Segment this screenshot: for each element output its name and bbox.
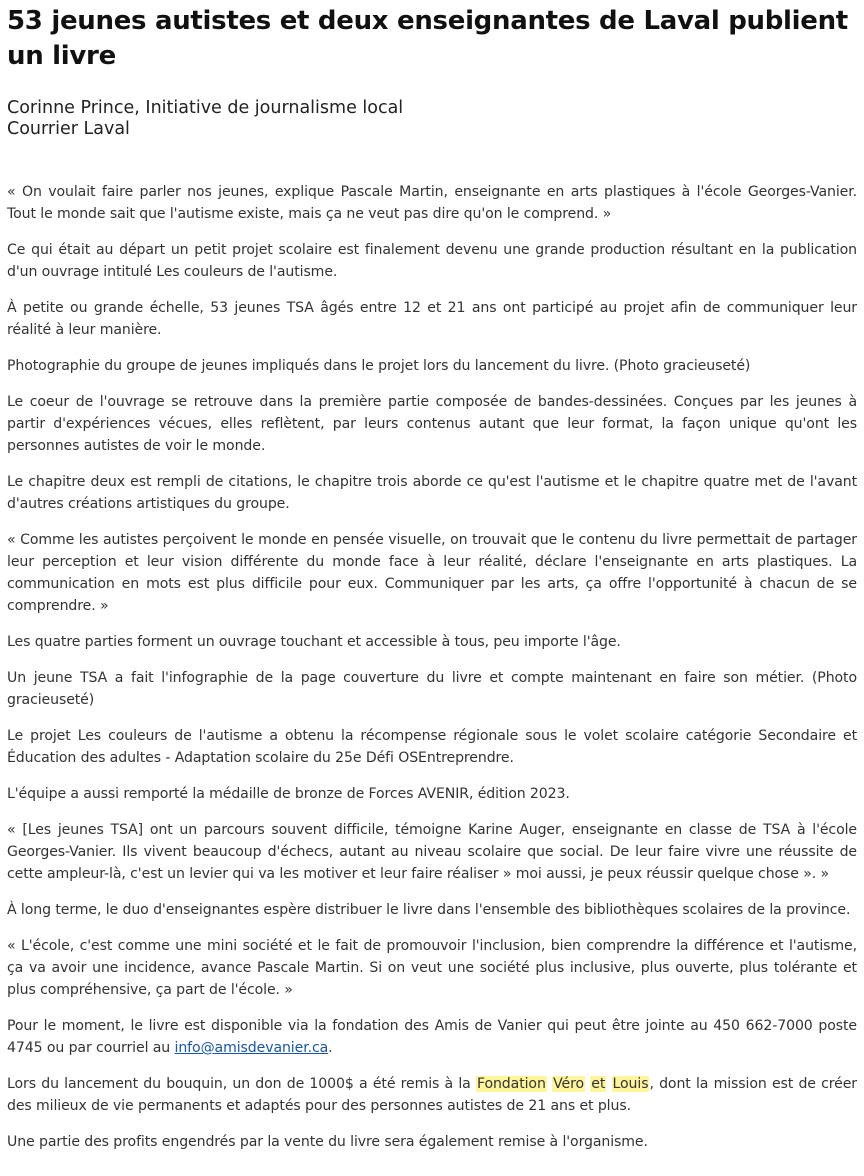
- closing-paragraph: Une partie des profits engendrés par la vente du livre sera également remise à l'organisme.: [7, 1134, 648, 1150]
- paragraph-14: « L'école, c'est comme une mini société et le fait de promouvoir l'inclusion, bien comprendre la différence et l'autisme, ça va avoir une incidence, avance Pascale Martin. Si on veut une société plus inclusive, plus ouverte, plus tolérante et plus compréhensive, ça part de l'école. »: [7, 938, 857, 998]
- contact-text-end: .: [328, 1040, 333, 1056]
- article: [0, 4, 864, 1153]
- article-body: [7, 181, 857, 1153]
- paragraph-11: L'équipe a aussi remporté la médaille de bronze de Forces AVENIR, édition 2023.: [7, 786, 570, 802]
- paragraph-12: « [Les jeunes TSA] ont un parcours souvent difficile, témoigne Karine Auger, enseignante en classe de TSA à l'école Georges-Vanier. Ils vivent beaucoup d'échecs, autant au niveau scolaire que social. De leur faire vivre une réussite de cette ampleur-là, c'est un levier qui va les motiver et leur faire réaliser » moi aussi, je peux réussir quelque chose ». »: [7, 822, 857, 882]
- photo-caption-group: Photographie du groupe de jeunes impliqués dans le projet lors du lancement du livre. (Photo gracieuseté): [7, 358, 751, 374]
- highlight-louis: Louis: [612, 1076, 649, 1092]
- highlight-fondation: Fondation: [476, 1076, 546, 1092]
- paragraph-6: Le chapitre deux est rempli de citations, le chapitre trois aborde ce qu'est l'autisme et le chapitre quatre met de l'avant d'autres créations artistiques du groupe.: [7, 474, 857, 512]
- byline: [7, 98, 857, 140]
- highlight-vero: Véro: [553, 1076, 584, 1092]
- paragraph-2: Ce qui était au départ un petit projet scolaire est finalement devenu une grande production résultant en la publication d'un ouvrage intitulé Les couleurs de l'autisme.: [7, 242, 857, 280]
- donation-text-end: , dont la mission est de créer des milieux de vie permanents et adaptés pour des personnes autistes de 21 ans et plus.: [7, 1076, 857, 1114]
- photo-caption-cover: Un jeune TSA a fait l'infographie de la page couverture du livre et compte maintenant en faire son métier. (Photo gracieuseté): [7, 670, 857, 708]
- paragraph-13: À long terme, le duo d'enseignantes espère distribuer le livre dans l'ensemble des bibliothèques scolaires de la province.: [7, 902, 851, 918]
- paragraph-1: « On voulait faire parler nos jeunes, explique Pascale Martin, enseignante en arts plastiques à l'école Georges-Vanier. Tout le monde sait que l'autisme existe, mais ça ne veut pas dire qu'on le comprend. »: [7, 184, 857, 222]
- paragraph-5: Le coeur de l'ouvrage se retrouve dans la première partie composée de bandes-dessinées. Conçues par les jeunes à partir d'expériences vécues, elles reflètent, par leurs contenus autant que leur format, la façon unique qu'ont les personnes autistes de voir le monde.: [7, 394, 857, 454]
- article-headline: 53 jeunes autistes et deux enseignantes de Laval publient un livre: [7, 6, 848, 71]
- donation-text: Lors du lancement du bouquin, un don de 1000$ a été remis à la: [7, 1076, 476, 1092]
- publication-name: Courrier Laval: [7, 119, 130, 139]
- paragraph-3: À petite ou grande échelle, 53 jeunes TSA âgés entre 12 et 21 ans ont participé au projet afin de communiquer leur réalité à leur manière.: [7, 300, 857, 338]
- contact-paragraph: [7, 1015, 857, 1059]
- paragraph-8: Les quatre parties forment un ouvrage touchant et accessible à tous, peu importe l'âge.: [7, 634, 621, 650]
- paragraph-7: « Comme les autistes perçoivent le monde en pensée visuelle, on trouvait que le contenu du livre permettait de partager leur perception et leur vision différente du monde face à leur réalité, déclare l'enseignante en arts plastiques. La communication en mots est plus difficile pour eux. Communiquer par les arts, ça offre l'opportunité à chacun de se comprendre. »: [7, 532, 857, 614]
- highlight-et: et: [591, 1076, 606, 1092]
- paragraph-10: Le projet Les couleurs de l'autisme a obtenu la récompense régionale sous le volet scolaire catégorie Secondaire et Éducation des adultes - Adaptation scolaire du 25e Défi OSEntreprendre.: [7, 728, 857, 766]
- author-name: Corinne Prince, Initiative de journalisme local: [7, 98, 404, 118]
- contact-text: Pour le moment, le livre est disponible via la fondation des Amis de Vanier qui peut être jointe au 450 662-7000 poste 4745 ou par courriel au: [7, 1018, 857, 1056]
- donation-paragraph: [7, 1073, 857, 1117]
- email-link[interactable]: info@amisdevanier.ca: [174, 1040, 329, 1056]
